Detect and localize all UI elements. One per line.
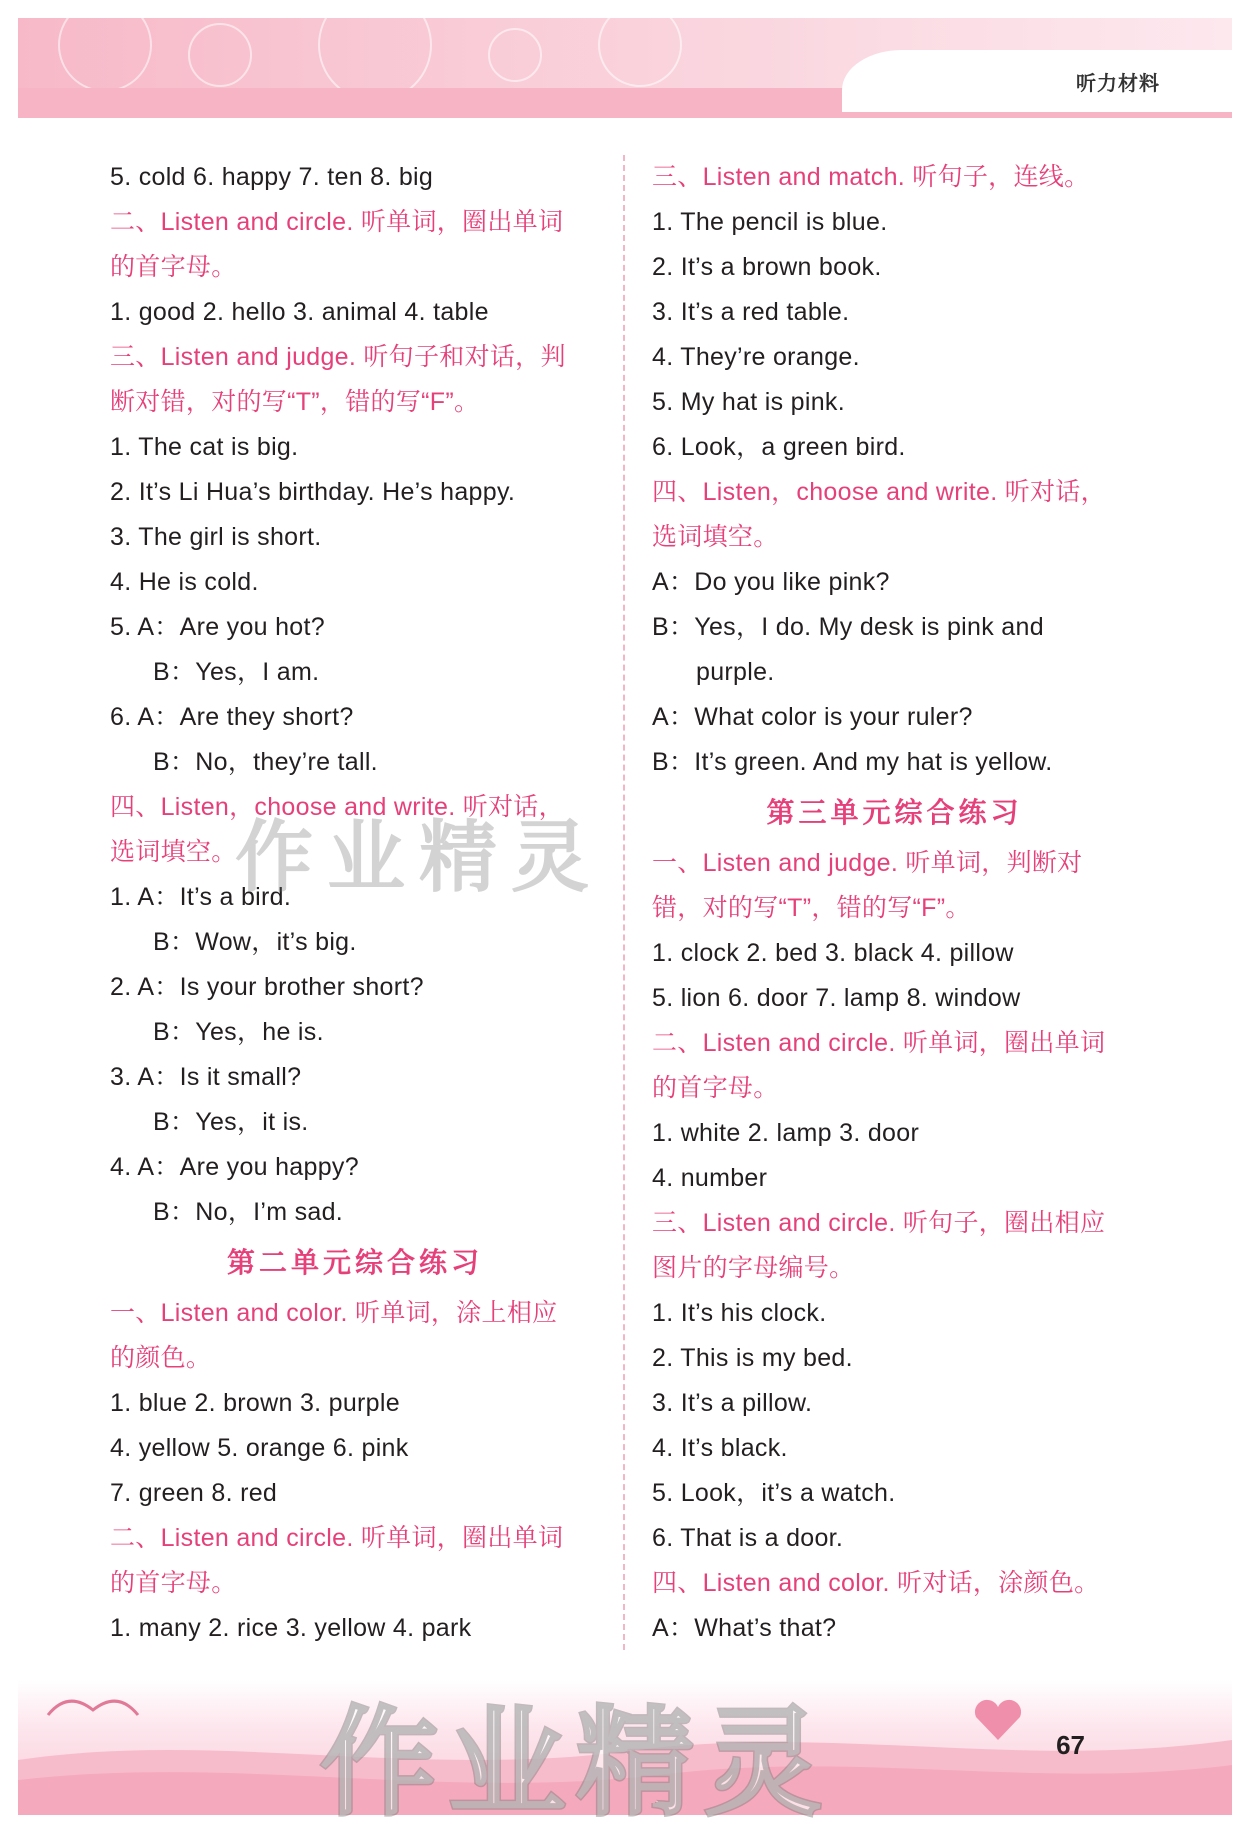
text-line: B：It’s green. And my hat is yellow. xyxy=(652,748,1053,776)
section-heading: 断对错，对的写“T”，错的写“F”。 xyxy=(110,388,480,416)
text-line: 4. A：Are you happy? xyxy=(110,1153,359,1181)
section-heading: 二、Listen and circle. 听单词，圈出单词 xyxy=(652,1029,1106,1057)
text-line: 3. A：Is it small? xyxy=(110,1063,302,1091)
section-heading: 的首字母。 xyxy=(110,253,237,281)
unit-title: 第二单元综合练习 xyxy=(226,1247,483,1278)
watermark-bottom: 作业精灵 xyxy=(320,1693,833,1832)
text-line: 4. yellow 5. orange 6. pink xyxy=(110,1434,409,1462)
decor-circle xyxy=(488,28,542,82)
section-heading: 四、Listen and color. 听对话，涂颜色。 xyxy=(652,1569,1100,1597)
text-line: 3. The girl is short. xyxy=(110,523,322,551)
text-line: 4. They’re orange. xyxy=(652,343,860,371)
text-line: 2. It’s a brown book. xyxy=(652,253,882,281)
text-line: 1. The cat is big. xyxy=(110,433,299,461)
text-line: 6. That is a door. xyxy=(652,1524,844,1552)
text-line: A：Do you like pink? xyxy=(652,568,890,596)
text-line: 7. green 8. red xyxy=(110,1479,278,1507)
text-line: purple. xyxy=(696,658,775,686)
section-heading: 的颜色。 xyxy=(110,1344,212,1372)
page-header xyxy=(18,18,1232,118)
text-line: 2. A：Is your brother short? xyxy=(110,973,424,1001)
text-line: 5. Look，it’s a watch. xyxy=(652,1479,896,1507)
text-line: 1. white 2. lamp 3. door xyxy=(652,1119,920,1147)
section-heading: 三、Listen and judge. 听句子和对话，判 xyxy=(110,343,566,371)
section-heading: 的首字母。 xyxy=(110,1569,237,1597)
text-line: A：What color is your ruler? xyxy=(652,703,973,731)
text-line: 4. It’s black. xyxy=(652,1434,788,1462)
text-line: 3. It’s a pillow. xyxy=(652,1389,813,1417)
text-line: 6. Look，a green bird. xyxy=(652,433,906,461)
answer-line: B：Yes，he is. xyxy=(153,1018,324,1046)
answer-line: B：No，I’m sad. xyxy=(153,1198,344,1226)
text-line: 5. lion 6. door 7. lamp 8. window xyxy=(652,984,1021,1012)
right-column xyxy=(652,155,1137,1651)
section-heading: 图片的字母编号。 xyxy=(652,1254,855,1282)
section-heading: 二、Listen and circle. 听单词，圈出单词 xyxy=(110,1524,564,1552)
text-line: 1. blue 2. brown 3. purple xyxy=(110,1389,400,1417)
section-heading: 一、Listen and judge. 听单词，判断对 xyxy=(652,849,1083,877)
left-column xyxy=(110,155,600,1651)
answer-line: B：No，they’re tall. xyxy=(153,748,378,776)
text-line: 1. many 2. rice 3. yellow 4. park xyxy=(110,1614,472,1642)
section-heading: 三、Listen and circle. 听句子，圈出相应 xyxy=(652,1209,1106,1237)
text-line: A：What’s that? xyxy=(652,1614,837,1642)
text-line: 4. He is cold. xyxy=(110,568,259,596)
text-line: 1. It’s his clock. xyxy=(652,1299,827,1327)
section-heading: 选词填空。 xyxy=(110,838,237,866)
section-heading: 选词填空。 xyxy=(652,523,779,551)
section-heading: 的首字母。 xyxy=(652,1074,779,1102)
text-line: 2. It’s Li Hua’s birthday. He’s happy. xyxy=(110,478,516,506)
text-line: B：Yes，I do. My desk is pink and xyxy=(652,613,1044,641)
text-line: 6. A：Are they short? xyxy=(110,703,354,731)
decor-circle xyxy=(598,18,682,87)
page-number: 67 xyxy=(1056,1730,1085,1760)
footer-wave-decoration xyxy=(18,1720,1232,1815)
decor-circle xyxy=(188,23,252,87)
text-line: 1. A：It’s a bird. xyxy=(110,883,292,911)
answer-line: B：Yes，it is. xyxy=(153,1108,309,1136)
section-heading: 三、Listen and match. 听句子，连线。 xyxy=(652,163,1090,191)
section-heading: 二、Listen and circle. 听单词，圈出单词 xyxy=(110,208,564,236)
text-line: 3. It’s a red table. xyxy=(652,298,850,326)
section-heading: 错，对的写“T”，错的写“F”。 xyxy=(652,894,971,922)
text-line: 2. This is my bed. xyxy=(652,1344,853,1372)
watermark-middle: 作业精灵 xyxy=(235,812,604,903)
text-line: 4. number xyxy=(652,1164,768,1192)
answer-line: B：Yes，I am. xyxy=(153,658,320,686)
text-line: 5. A：Are you hot? xyxy=(110,613,325,641)
decor-circle xyxy=(58,18,152,92)
section-heading: 四、Listen，choose and write. 听对话， xyxy=(110,793,564,821)
header-title: 听力材料 xyxy=(1076,73,1160,95)
text-line: 5. cold 6. happy 7. ten 8. big xyxy=(110,163,434,191)
header-tab xyxy=(842,50,1232,112)
section-heading: 一、Listen and color. 听单词，涂上相应 xyxy=(110,1299,558,1327)
text-line: 5. My hat is pink. xyxy=(652,388,845,416)
text-line: 1. good 2. hello 3. animal 4. table xyxy=(110,298,489,326)
heart-icon xyxy=(968,1695,1028,1745)
section-heading: 四、Listen，choose and write. 听对话， xyxy=(652,478,1106,506)
column-divider xyxy=(623,155,625,1650)
unit-title: 第三单元综合练习 xyxy=(766,797,1023,828)
page-footer xyxy=(18,1680,1232,1815)
butterfly-icon xyxy=(38,1685,148,1725)
text-line: 1. clock 2. bed 3. black 4. pillow xyxy=(652,939,1014,967)
text-line: 1. The pencil is blue. xyxy=(652,208,888,236)
answer-line: B：Wow，it’s big. xyxy=(153,928,357,956)
